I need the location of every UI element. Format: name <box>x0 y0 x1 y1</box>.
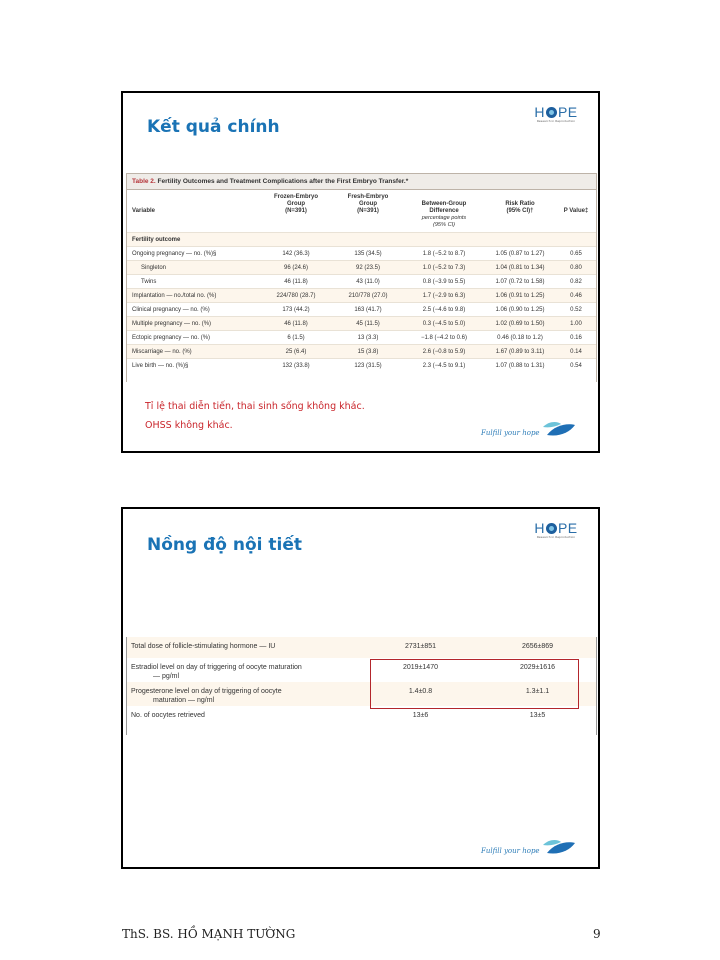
fresh-value: 1.3±1.1 <box>479 682 596 706</box>
frozen-value: 2731±851 <box>362 637 479 658</box>
hope-logo: H PE Research in Reproduction <box>534 104 578 123</box>
page-number: 9 <box>593 927 601 941</box>
table-row <box>127 303 596 317</box>
difference-value: 2.6 (−0.8 to 5.9) <box>404 345 484 359</box>
risk-ratio-value: 1.04 (0.81 to 1.34) <box>484 261 556 275</box>
p-value: 0.16 <box>556 331 596 345</box>
frozen-value: 25 (6.4) <box>260 345 332 359</box>
difference-units: percentage points (95% CI) <box>421 215 467 228</box>
section-header: Fertility outcome <box>127 233 596 247</box>
risk-ratio-value: 1.02 (0.69 to 1.50) <box>484 317 556 331</box>
row-label: Progesterone level on day of triggering of oocyte maturation — ng/ml <box>127 682 362 706</box>
fresh-value: 13 (3.3) <box>332 331 404 345</box>
risk-ratio-value: 1.07 (0.88 to 1.31) <box>484 359 556 373</box>
frozen-value: 132 (33.8) <box>260 359 332 373</box>
p-value: 1.00 <box>556 317 596 331</box>
frozen-value: 224/780 (28.7) <box>260 289 332 303</box>
row-label: Live birth — no. (%)§ <box>127 359 260 373</box>
frozen-value: 2019±1470 <box>403 664 438 671</box>
note-line: OHSS không khác. <box>145 420 233 431</box>
p-value: 0.65 <box>556 247 596 261</box>
fresh-value: 15 (3.8) <box>332 345 404 359</box>
frozen-value: 46 (11.8) <box>260 317 332 331</box>
risk-ratio-value: 1.06 (0.90 to 1.25) <box>484 303 556 317</box>
row-label: Multiple pregnancy — no. (%) <box>127 317 260 331</box>
difference-value: 1.0 (−5.2 to 7.3) <box>404 261 484 275</box>
row-label: Twins <box>127 275 260 289</box>
frozen-value: 13±6 <box>412 712 429 719</box>
row-label: Ectopic pregnancy — no. (%) <box>127 331 260 345</box>
p-value: 0.14 <box>556 345 596 359</box>
fresh-value: 45 (11.5) <box>332 317 404 331</box>
highlight-box <box>370 659 579 709</box>
footer-author: ThS. BS. HỒ MẠNH TƯỜNG <box>122 927 296 941</box>
hope-logo: H PE Research in Reproduction <box>534 520 578 539</box>
risk-ratio-value: 1.67 (0.89 to 3.11) <box>484 345 556 359</box>
row-label: Estradiol level on day of triggering of oocyte maturation — pg/ml <box>131 664 302 680</box>
frozen-value: 142 (36.3) <box>260 247 332 261</box>
difference-value: 1.7 (−2.9 to 6.3) <box>404 289 484 303</box>
row-label: Singleton <box>127 261 260 275</box>
fresh-value: 135 (34.5) <box>332 247 404 261</box>
risk-ratio-value: 0.46 (0.18 to 1.2) <box>484 331 556 345</box>
table-caption: Table 2. Fertility Outcomes and Treatment Complications after the First Embryo Transfer.* <box>127 174 596 190</box>
table-row <box>127 706 596 727</box>
fresh-value: 210/778 (27.0) <box>332 289 404 303</box>
row-label: Clinical pregnancy — no. (%) <box>127 303 260 317</box>
table-row <box>127 317 596 331</box>
header-fresh: Fresh-Embryo Group (N=391) <box>347 194 389 214</box>
fertility-outcomes-table <box>126 173 597 382</box>
difference-value: 0.3 (−4.5 to 5.0) <box>404 317 484 331</box>
fresh-value: 43 (11.0) <box>332 275 404 289</box>
table-row <box>127 331 596 345</box>
difference-value: 2.3 (−4.5 to 9.1) <box>404 359 484 373</box>
difference-value: −1.8 (−4.2 to 0.6) <box>404 331 484 345</box>
difference-value: 2.5 (−4.6 to 9.8) <box>404 303 484 317</box>
row-label: Ongoing pregnancy — no. (%)§ <box>127 247 260 261</box>
fresh-value: 163 (41.7) <box>332 303 404 317</box>
eye-logo-icon <box>546 523 557 534</box>
frozen-value: 1.4±0.8 <box>362 682 479 706</box>
tagline: Fulfill your hope <box>481 847 540 855</box>
frozen-value: 173 (44.2) <box>260 303 332 317</box>
table-row <box>127 345 596 359</box>
p-value: 0.82 <box>556 275 596 289</box>
table-row <box>127 247 596 261</box>
p-value: 0.54 <box>556 359 596 373</box>
slide-main-results <box>121 91 600 453</box>
slide-hormone-levels <box>121 507 600 869</box>
slide-title: Nồng độ nội tiết <box>147 535 303 555</box>
note-line: Tỉ lệ thai diễn tiến, thai sinh sống không khác. <box>145 401 365 412</box>
table-row <box>127 637 596 658</box>
header-difference: Between-Group Difference <box>421 201 467 214</box>
fresh-value: 2656±869 <box>479 637 596 658</box>
table-row <box>127 359 596 373</box>
leaf-logo-icon <box>541 419 577 439</box>
row-label: Total dose of follicle-stimulating hormone — IU <box>127 637 362 658</box>
risk-ratio-value: 1.07 (0.72 to 1.58) <box>484 275 556 289</box>
row-label: Miscarriage — no. (%) <box>127 345 260 359</box>
table-row <box>127 289 596 303</box>
risk-ratio-value: 1.06 (0.91 to 1.25) <box>484 289 556 303</box>
difference-value: 1.8 (−5.2 to 8.7) <box>404 247 484 261</box>
leaf-logo-icon <box>541 837 577 857</box>
eye-logo-icon <box>546 107 557 118</box>
fresh-value: 13±5 <box>529 712 546 719</box>
frozen-value: 96 (24.6) <box>260 261 332 275</box>
header-frozen: Frozen-Embryo Group (N=391) <box>273 194 318 214</box>
risk-ratio-value: 1.05 (0.87 to 1.27) <box>484 247 556 261</box>
row-label: No. of oocytes retrieved <box>131 712 205 719</box>
p-value: 0.80 <box>556 261 596 275</box>
tagline: Fulfill your hope <box>481 429 540 437</box>
header-risk-ratio: Risk Ratio (95% CI)† <box>505 201 535 214</box>
difference-value: 0.8 (−3.9 to 5.5) <box>404 275 484 289</box>
frozen-value: 46 (11.8) <box>260 275 332 289</box>
header-p-value: P Value‡ <box>563 208 589 214</box>
table-row <box>127 261 596 275</box>
header-variable: Variable <box>132 208 156 214</box>
fresh-value: 123 (31.5) <box>332 359 404 373</box>
p-value: 0.46 <box>556 289 596 303</box>
slide-title: Kết quả chính <box>147 117 280 137</box>
fresh-value: 2029±1616 <box>520 664 555 671</box>
frozen-value: 6 (1.5) <box>260 331 332 345</box>
fresh-value: 92 (23.5) <box>332 261 404 275</box>
p-value: 0.52 <box>556 303 596 317</box>
table-row <box>127 275 596 289</box>
row-label: Implantation — no./total no. (%) <box>127 289 260 303</box>
